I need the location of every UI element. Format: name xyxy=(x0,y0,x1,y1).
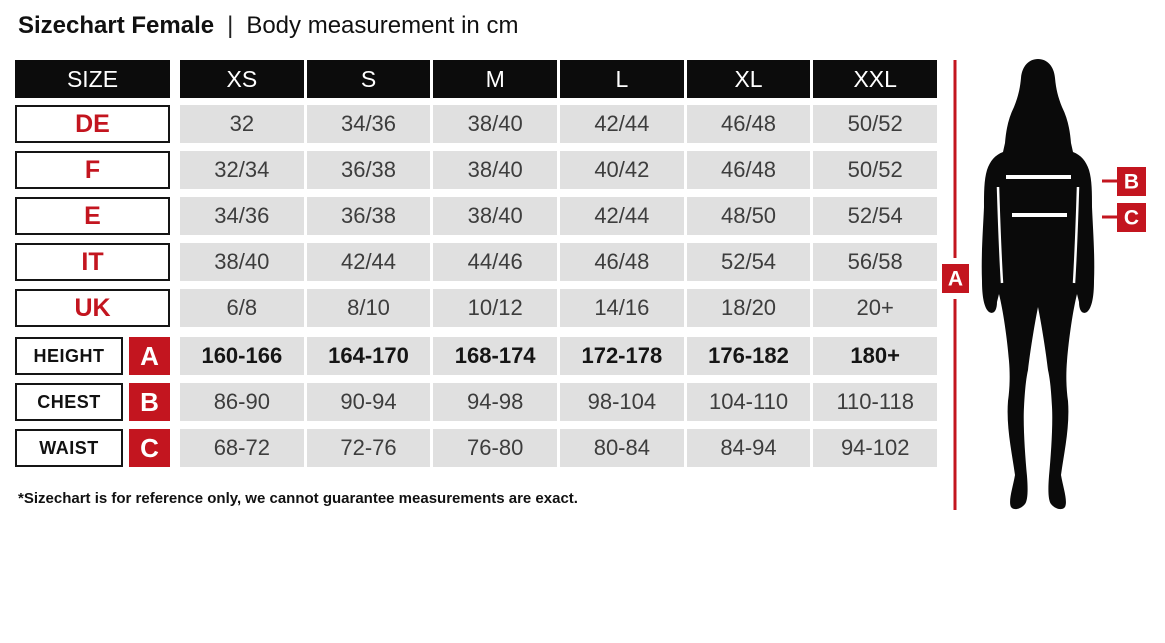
measure-cell: 94-102 xyxy=(813,429,937,467)
size-row-cells xyxy=(180,289,937,327)
measure-cell: 86-90 xyxy=(180,383,304,421)
size-row-label-area xyxy=(15,151,170,189)
size-row-label-area xyxy=(15,197,170,235)
size-row-e xyxy=(15,197,937,235)
size-row-label-area xyxy=(15,289,170,327)
footnote: *Sizechart is for reference only, we cannot guarantee measurements are exact. xyxy=(18,490,578,507)
size-cell: 44/46 xyxy=(433,243,557,281)
size-cell: 52/54 xyxy=(687,243,811,281)
size-row-label-area xyxy=(15,243,170,281)
measure-cell: 172-178 xyxy=(560,337,684,375)
size-row-uk xyxy=(15,289,937,327)
measure-cell: 160-166 xyxy=(180,337,304,375)
measure-cell: 84-94 xyxy=(687,429,811,467)
measure-cell: 76-80 xyxy=(433,429,557,467)
size-cell: 42/44 xyxy=(560,197,684,235)
header-cell-xxl: XXL xyxy=(813,60,937,98)
measure-marker-badge-a: A xyxy=(129,337,170,375)
female-silhouette-figure xyxy=(940,55,1165,515)
size-row-label: E xyxy=(15,197,170,235)
size-cell: 38/40 xyxy=(433,151,557,189)
size-cell: 48/50 xyxy=(687,197,811,235)
size-cell: 38/40 xyxy=(433,105,557,143)
header-cell-m: M xyxy=(433,60,557,98)
waist-line xyxy=(1012,213,1067,217)
size-cell: 10/12 xyxy=(433,289,557,327)
size-row-label: IT xyxy=(15,243,170,281)
waist-marker-label: C xyxy=(1123,206,1140,230)
size-cell: 50/52 xyxy=(813,105,937,143)
page-title xyxy=(18,12,518,40)
size-row-label: DE xyxy=(15,105,170,143)
measure-row-label-area xyxy=(15,383,170,421)
size-row-label: F xyxy=(15,151,170,189)
size-cell: 40/42 xyxy=(560,151,684,189)
title-separator: | xyxy=(227,12,234,39)
sizechart-table xyxy=(15,60,937,475)
size-cell: 34/36 xyxy=(180,197,304,235)
size-row-label: UK xyxy=(15,289,170,327)
chest-line xyxy=(1006,175,1071,179)
size-cell: 38/40 xyxy=(433,197,557,235)
size-cell: 6/8 xyxy=(180,289,304,327)
measure-cell: 164-170 xyxy=(307,337,431,375)
measure-row-label: CHEST xyxy=(15,383,123,421)
size-cell: 46/48 xyxy=(560,243,684,281)
measure-cell: 90-94 xyxy=(307,383,431,421)
size-row-label-area xyxy=(15,105,170,143)
chest-marker-label: B xyxy=(1123,170,1140,194)
header-label-area xyxy=(15,60,170,98)
measure-row-cells xyxy=(180,337,937,375)
size-cell: 42/44 xyxy=(307,243,431,281)
measurement-figure xyxy=(940,55,1165,515)
size-cell: 42/44 xyxy=(560,105,684,143)
size-cell: 46/48 xyxy=(687,105,811,143)
measure-cell: 72-76 xyxy=(307,429,431,467)
header-cell-xs: XS xyxy=(180,60,304,98)
measure-cell: 98-104 xyxy=(560,383,684,421)
title-main: Sizechart Female xyxy=(18,12,215,39)
measure-cell: 110-118 xyxy=(813,383,937,421)
measure-row-height xyxy=(15,337,937,375)
size-row-cells xyxy=(180,243,937,281)
header-cell-l: L xyxy=(560,60,684,98)
measure-row-chest xyxy=(15,383,937,421)
header-cell-s: S xyxy=(307,60,431,98)
size-cell: 32/34 xyxy=(180,151,304,189)
header-cell-xl: XL xyxy=(687,60,811,98)
size-cell: 20+ xyxy=(813,289,937,327)
size-cell: 50/52 xyxy=(813,151,937,189)
size-cell: 32 xyxy=(180,105,304,143)
measure-cell: 80-84 xyxy=(560,429,684,467)
size-cell: 46/48 xyxy=(687,151,811,189)
height-marker-label: A xyxy=(947,267,964,291)
measure-marker-badge-c: C xyxy=(129,429,170,467)
size-row-cells xyxy=(180,197,937,235)
size-cell: 36/38 xyxy=(307,197,431,235)
measure-row-label: WAIST xyxy=(15,429,123,467)
size-cell: 18/20 xyxy=(687,289,811,327)
measure-row-waist xyxy=(15,429,937,467)
size-cell: 36/38 xyxy=(307,151,431,189)
size-cell: 8/10 xyxy=(307,289,431,327)
measure-row-label-area xyxy=(15,337,170,375)
size-row-de xyxy=(15,105,937,143)
title-subtitle: Body measurement in cm xyxy=(246,12,519,39)
measure-cell: 168-174 xyxy=(433,337,557,375)
size-row-it xyxy=(15,243,937,281)
size-cell: 56/58 xyxy=(813,243,937,281)
size-cell: 14/16 xyxy=(560,289,684,327)
size-row-cells xyxy=(180,151,937,189)
measure-row-cells xyxy=(180,429,937,467)
size-cell: 34/36 xyxy=(307,105,431,143)
header-cells xyxy=(180,60,937,98)
measure-cell: 68-72 xyxy=(180,429,304,467)
header-cell-size: SIZE xyxy=(15,60,170,98)
size-row-f xyxy=(15,151,937,189)
measure-cell: 180+ xyxy=(813,337,937,375)
measure-row-label: HEIGHT xyxy=(15,337,123,375)
size-cell: 52/54 xyxy=(813,197,937,235)
measure-row-label-area xyxy=(15,429,170,467)
measure-row-cells xyxy=(180,383,937,421)
size-cell: 38/40 xyxy=(180,243,304,281)
measure-cell: 104-110 xyxy=(687,383,811,421)
measure-marker-badge-b: B xyxy=(129,383,170,421)
measure-cell: 94-98 xyxy=(433,383,557,421)
measure-cell: 176-182 xyxy=(687,337,811,375)
size-row-cells xyxy=(180,105,937,143)
female-silhouette xyxy=(982,59,1095,509)
table-header-row xyxy=(15,60,937,98)
